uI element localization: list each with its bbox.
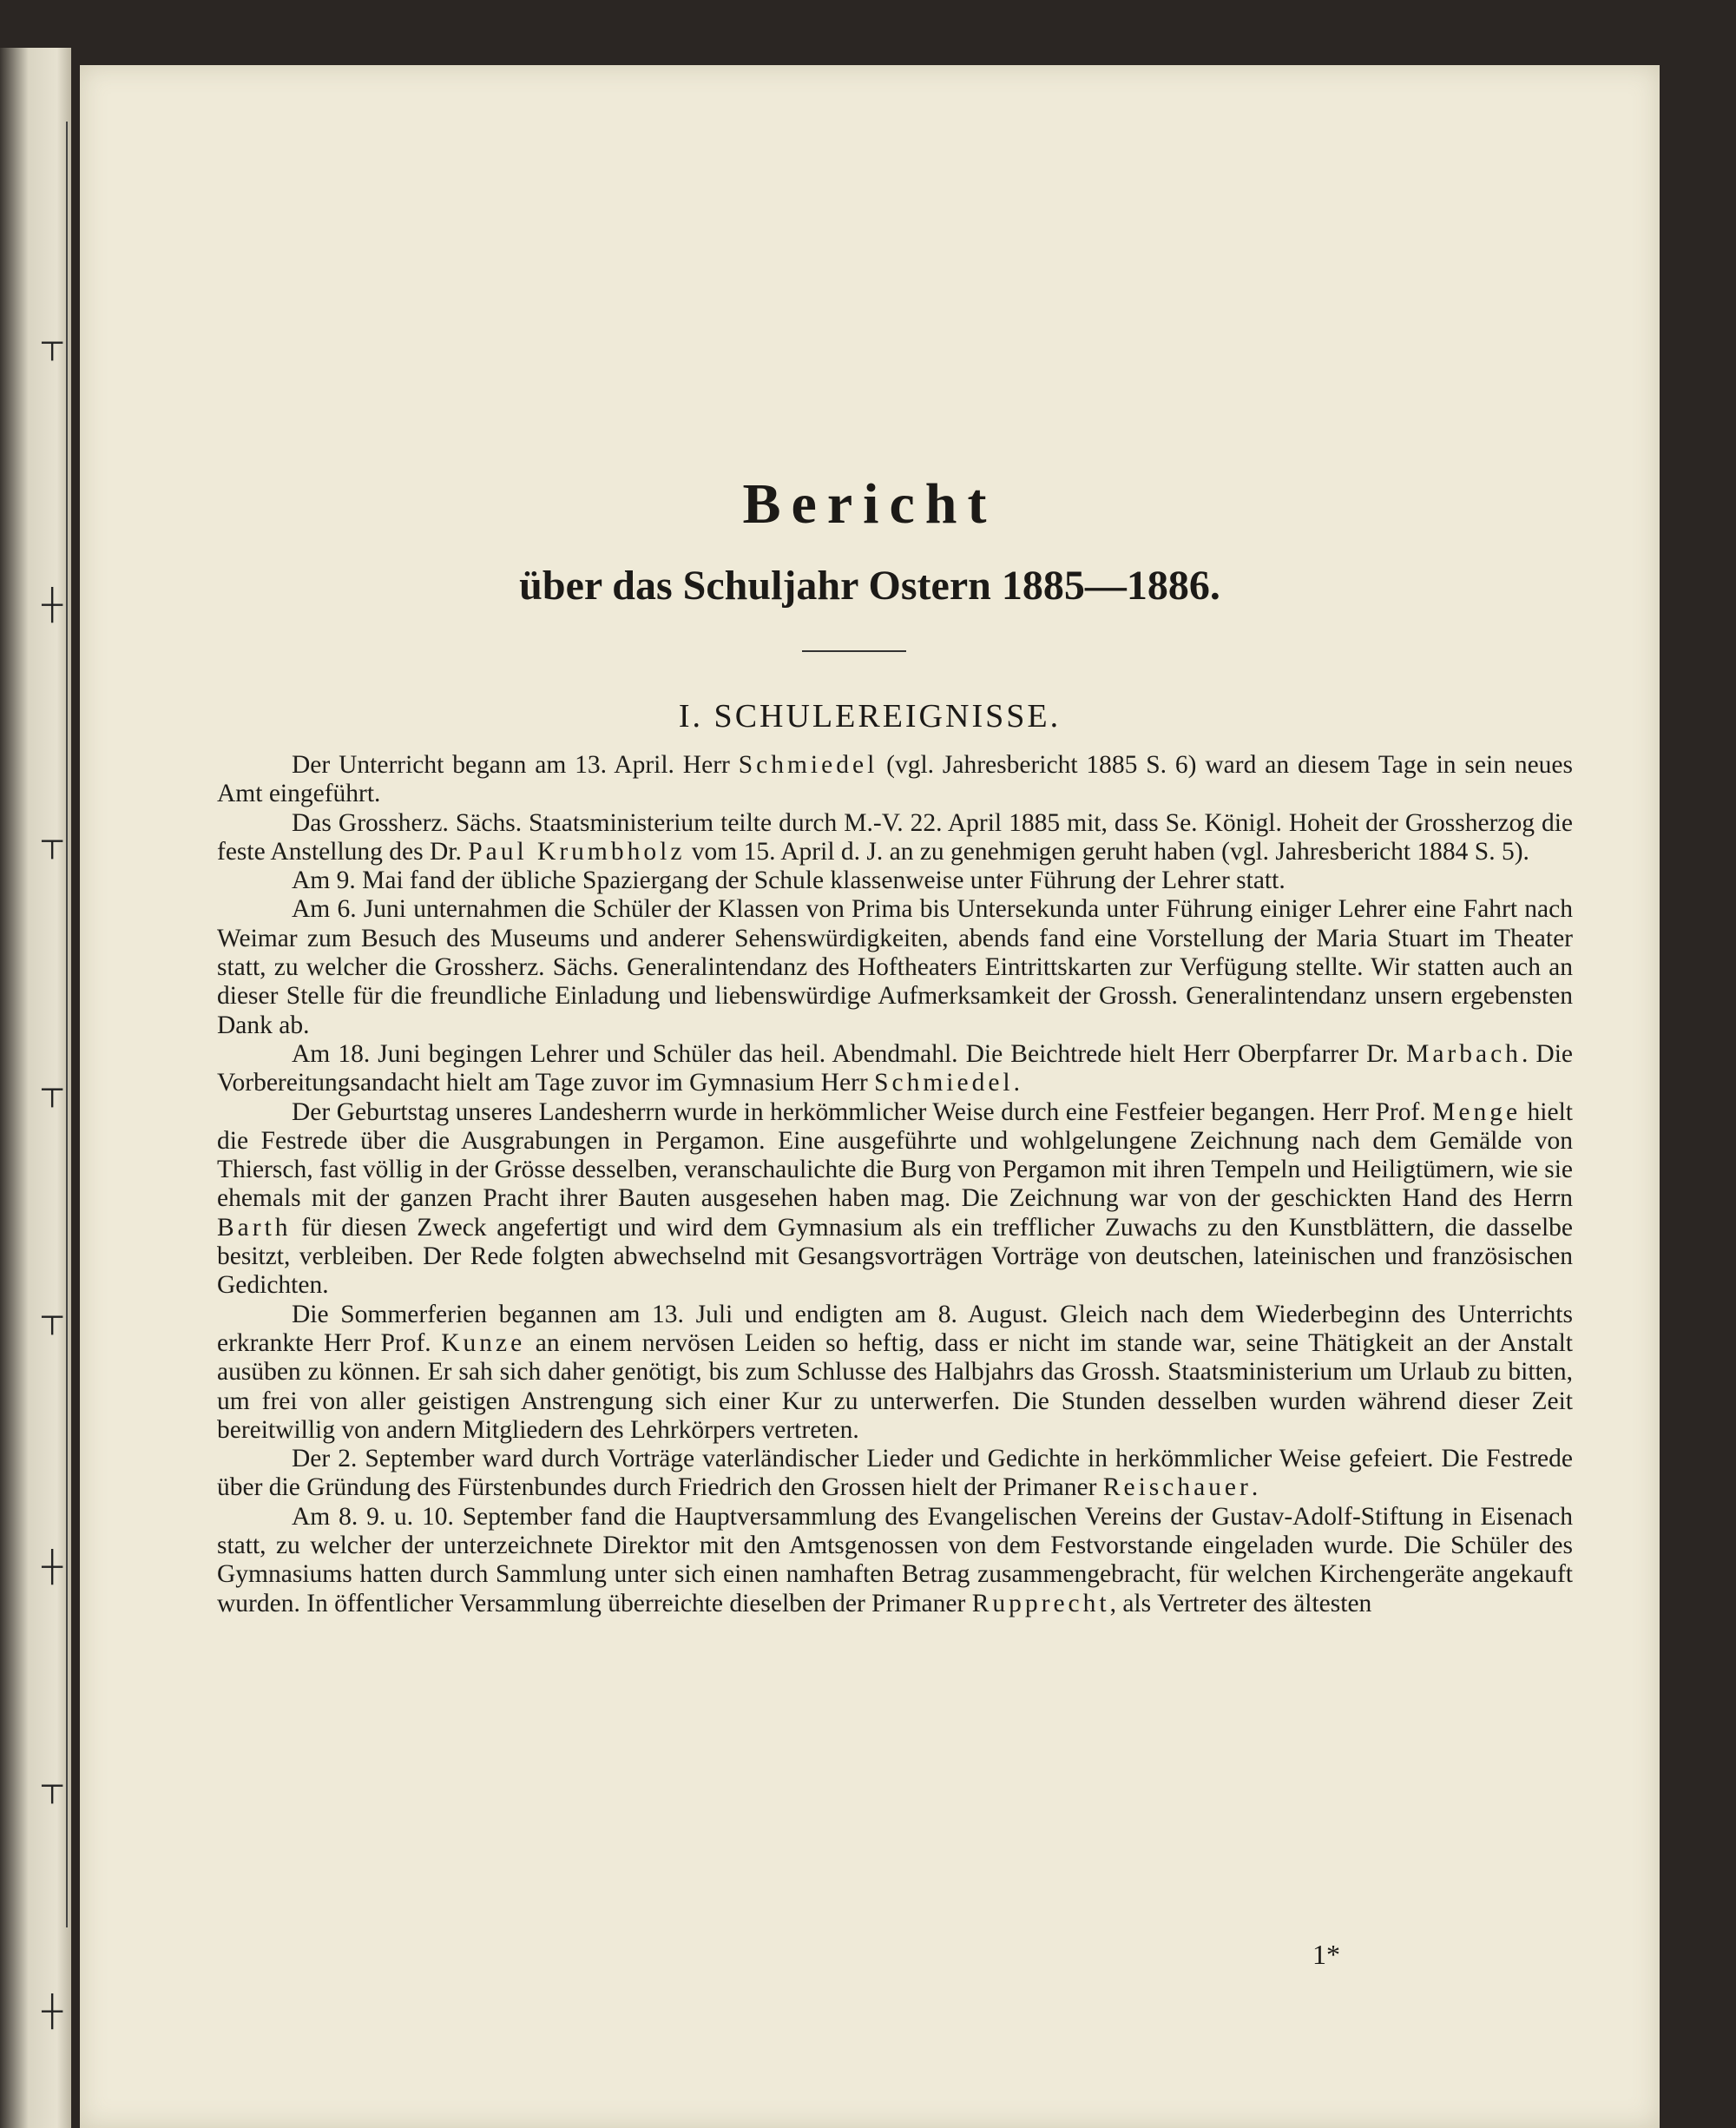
- person-name: Marbach: [1406, 1039, 1522, 1068]
- text-run: vom 15. April d. J. an zu genehmigen geruht haben (vgl. Jahresbericht 1884 S. 5).: [685, 837, 1529, 866]
- ruler-tick: ┬: [42, 326, 63, 359]
- paragraph: [217, 1040, 1573, 1098]
- text-run: Der 2. September ward durch Vorträge vaterländischer Lieder und Gedichte in herkömmlicher Weise gefeiert. Die Festrede über die Gründung des Fürstenbundes durch Friedrich den Grossen hielt der Primaner: [217, 1445, 1573, 1502]
- paragraph: [217, 751, 1573, 809]
- text-run: an einem nervösen Leiden so heftig, dass er nicht im stande war, seine Thätigkeit an der Anstalt ausüben zu können. Er sah sich daher genötigt, bis zum Schlusse des Halbjahrs das Grossh. Staatsministerium um Urlaub zu bitten, um frei von aller geistigen Anstrengung sich einer Kur zu unterwerfen. Die Stunden desselben wurden während dieser Zeit bereitwillig von andern Mitgliedern des Lehrkörpers vertreten.: [217, 1328, 1573, 1444]
- text-run: Die Sommerferien begannen am 13. Juli und endigten am 8. August. Gleich nach dem Wiederbeginn des Unterrichts erkrankte Herr Prof.: [217, 1300, 1573, 1357]
- ruler-tick: ┼: [42, 589, 63, 621]
- page-title: Bericht: [742, 472, 997, 536]
- text-run: Der Geburtstag unseres Landesherrn wurde in herkömmlicher Weise durch eine Festfeier begangen. Herr Prof.: [292, 1097, 1433, 1126]
- ruler-tick: ┼: [42, 1995, 63, 2027]
- person-name: Reischauer: [1102, 1473, 1252, 1502]
- text-run: .: [1013, 1069, 1020, 1097]
- report-body: [217, 751, 1573, 1618]
- ruler-tick: ┬: [42, 1301, 63, 1333]
- text-run: Der Unterricht begann am 13. April. Herr: [292, 751, 739, 779]
- text-run: Am 6. Juni unternahmen die Schüler der Klassen von Prima bis Untersekunda unter Führung einiger Lehrer eine Fahrt nach Weimar zum Besuch des Museums und anderer Sehenswürdigkeiten, abends fand eine Vorstellung der Maria Stuart im Theater statt, zu welcher die Grossherz. Sächs. Generalintendanz des Hoftheaters Eintrittskarten zur Verfügung stellte. Wir statten auch an dieser Stelle für die freundliche Einladung und liebenswürdige Aufmerksamkeit der Grossh. Generalintendanz unsern ergebensten Dank ab.: [217, 895, 1573, 1039]
- text-run: .: [1251, 1473, 1259, 1502]
- text-run: Am 9. Mai fand der übliche Spaziergang der Schule klassenweise unter Führung der Lehrer statt.: [292, 866, 1286, 895]
- person-name: Kunze: [441, 1328, 526, 1357]
- page-subtitle: über das Schuljahr Ostern 1885—1886.: [519, 563, 1220, 609]
- text-run: für diesen Zweck angefertigt und wird dem Gymnasium als ein trefflicher Zuwachs zu den Kunstblättern, die dasselbe besitzt, verbleiben. Der Rede folgten abwechselnd mit Gesangsvorträgen Vorträge von deutschen, lateinischen und französischen Gedichten.: [217, 1213, 1573, 1300]
- paragraph: [217, 1301, 1573, 1445]
- paragraph: [217, 866, 1573, 895]
- ruler-tick: ┬: [42, 825, 63, 857]
- document-page: [80, 65, 1660, 2128]
- ruler-tick: ┬: [42, 1769, 63, 1802]
- person-name: Rupprecht: [971, 1589, 1110, 1617]
- text-run: hielt die Festrede über die Ausgrabungen in Pergamon. Eine ausgeführte und wohlgelungene Zeichnung nach dem Gemälde von Thiersch, fast völlig in der Grösse desselben, veranschaulichte die Burg von Pergamon mit ihren Tempeln und Heiligtümern, wie sie ehemals mit der ganzen Pracht ihrer Bauten ausgesehen haben mag. Die Zeichnung war von der geschickten Hand des Herrn: [217, 1097, 1573, 1213]
- ruler-tick: ┼: [42, 1551, 63, 1583]
- person-name: Schmiedel: [874, 1069, 1014, 1097]
- text-run: (vgl. Jahresbericht 1885 S. 6) ward an diesem Tage in sein neues Amt eingeführt.: [217, 751, 1573, 808]
- text-run: Am 18. Juni begingen Lehrer und Schüler das heil. Abendmahl. Die Beichtrede hielt Herr Oberpfarrer Dr.: [292, 1039, 1407, 1068]
- text-run: , als Vertreter des ältesten: [1109, 1589, 1372, 1617]
- person-name: Barth: [217, 1213, 292, 1242]
- ruler-tick: ┬: [42, 1073, 63, 1105]
- person-name: Paul Krumbholz: [468, 837, 686, 866]
- paragraph: [217, 895, 1573, 1039]
- text-run: . Die Vorbereitungsandacht hielt am Tage zuvor im Gymnasium Herr: [217, 1039, 1573, 1097]
- paragraph: [217, 1503, 1573, 1618]
- paragraph: [217, 809, 1573, 867]
- section-heading: I. SCHULEREIGNISSE.: [678, 698, 1062, 735]
- binding-ruler: [66, 122, 68, 1927]
- paragraph: [217, 1098, 1573, 1301]
- person-name: Menge: [1432, 1097, 1522, 1126]
- signature-mark: 1*: [1312, 1939, 1340, 1970]
- text-run: Das Grossherz. Sächs. Staatsministerium teilte durch M.-V. 22. April 1885 mit, dass Se. Königl. Hoheit der Grossherzog die feste Anstellung des Dr.: [217, 808, 1573, 866]
- text-run: Am 8. 9. u. 10. September fand die Hauptversammlung des Evangelischen Vereins der Gustav-Adolf-Stiftung in Eisenach statt, zu welcher der unterzeichnete Direktor mit den Amtsgenossen von dem Festvorstande eingeladen wurde. Die Schüler des Gymnasiums hatten durch Sammlung unter sich einen namhaften Betrag zusammengebracht, für welchen Kirchengeräte angekauft wurden. In öffentlicher Versammlung überreichte dieselben der Primaner: [217, 1502, 1573, 1617]
- paragraph: [217, 1445, 1573, 1503]
- title-divider: [802, 650, 906, 652]
- person-name: Schmiedel: [738, 751, 878, 779]
